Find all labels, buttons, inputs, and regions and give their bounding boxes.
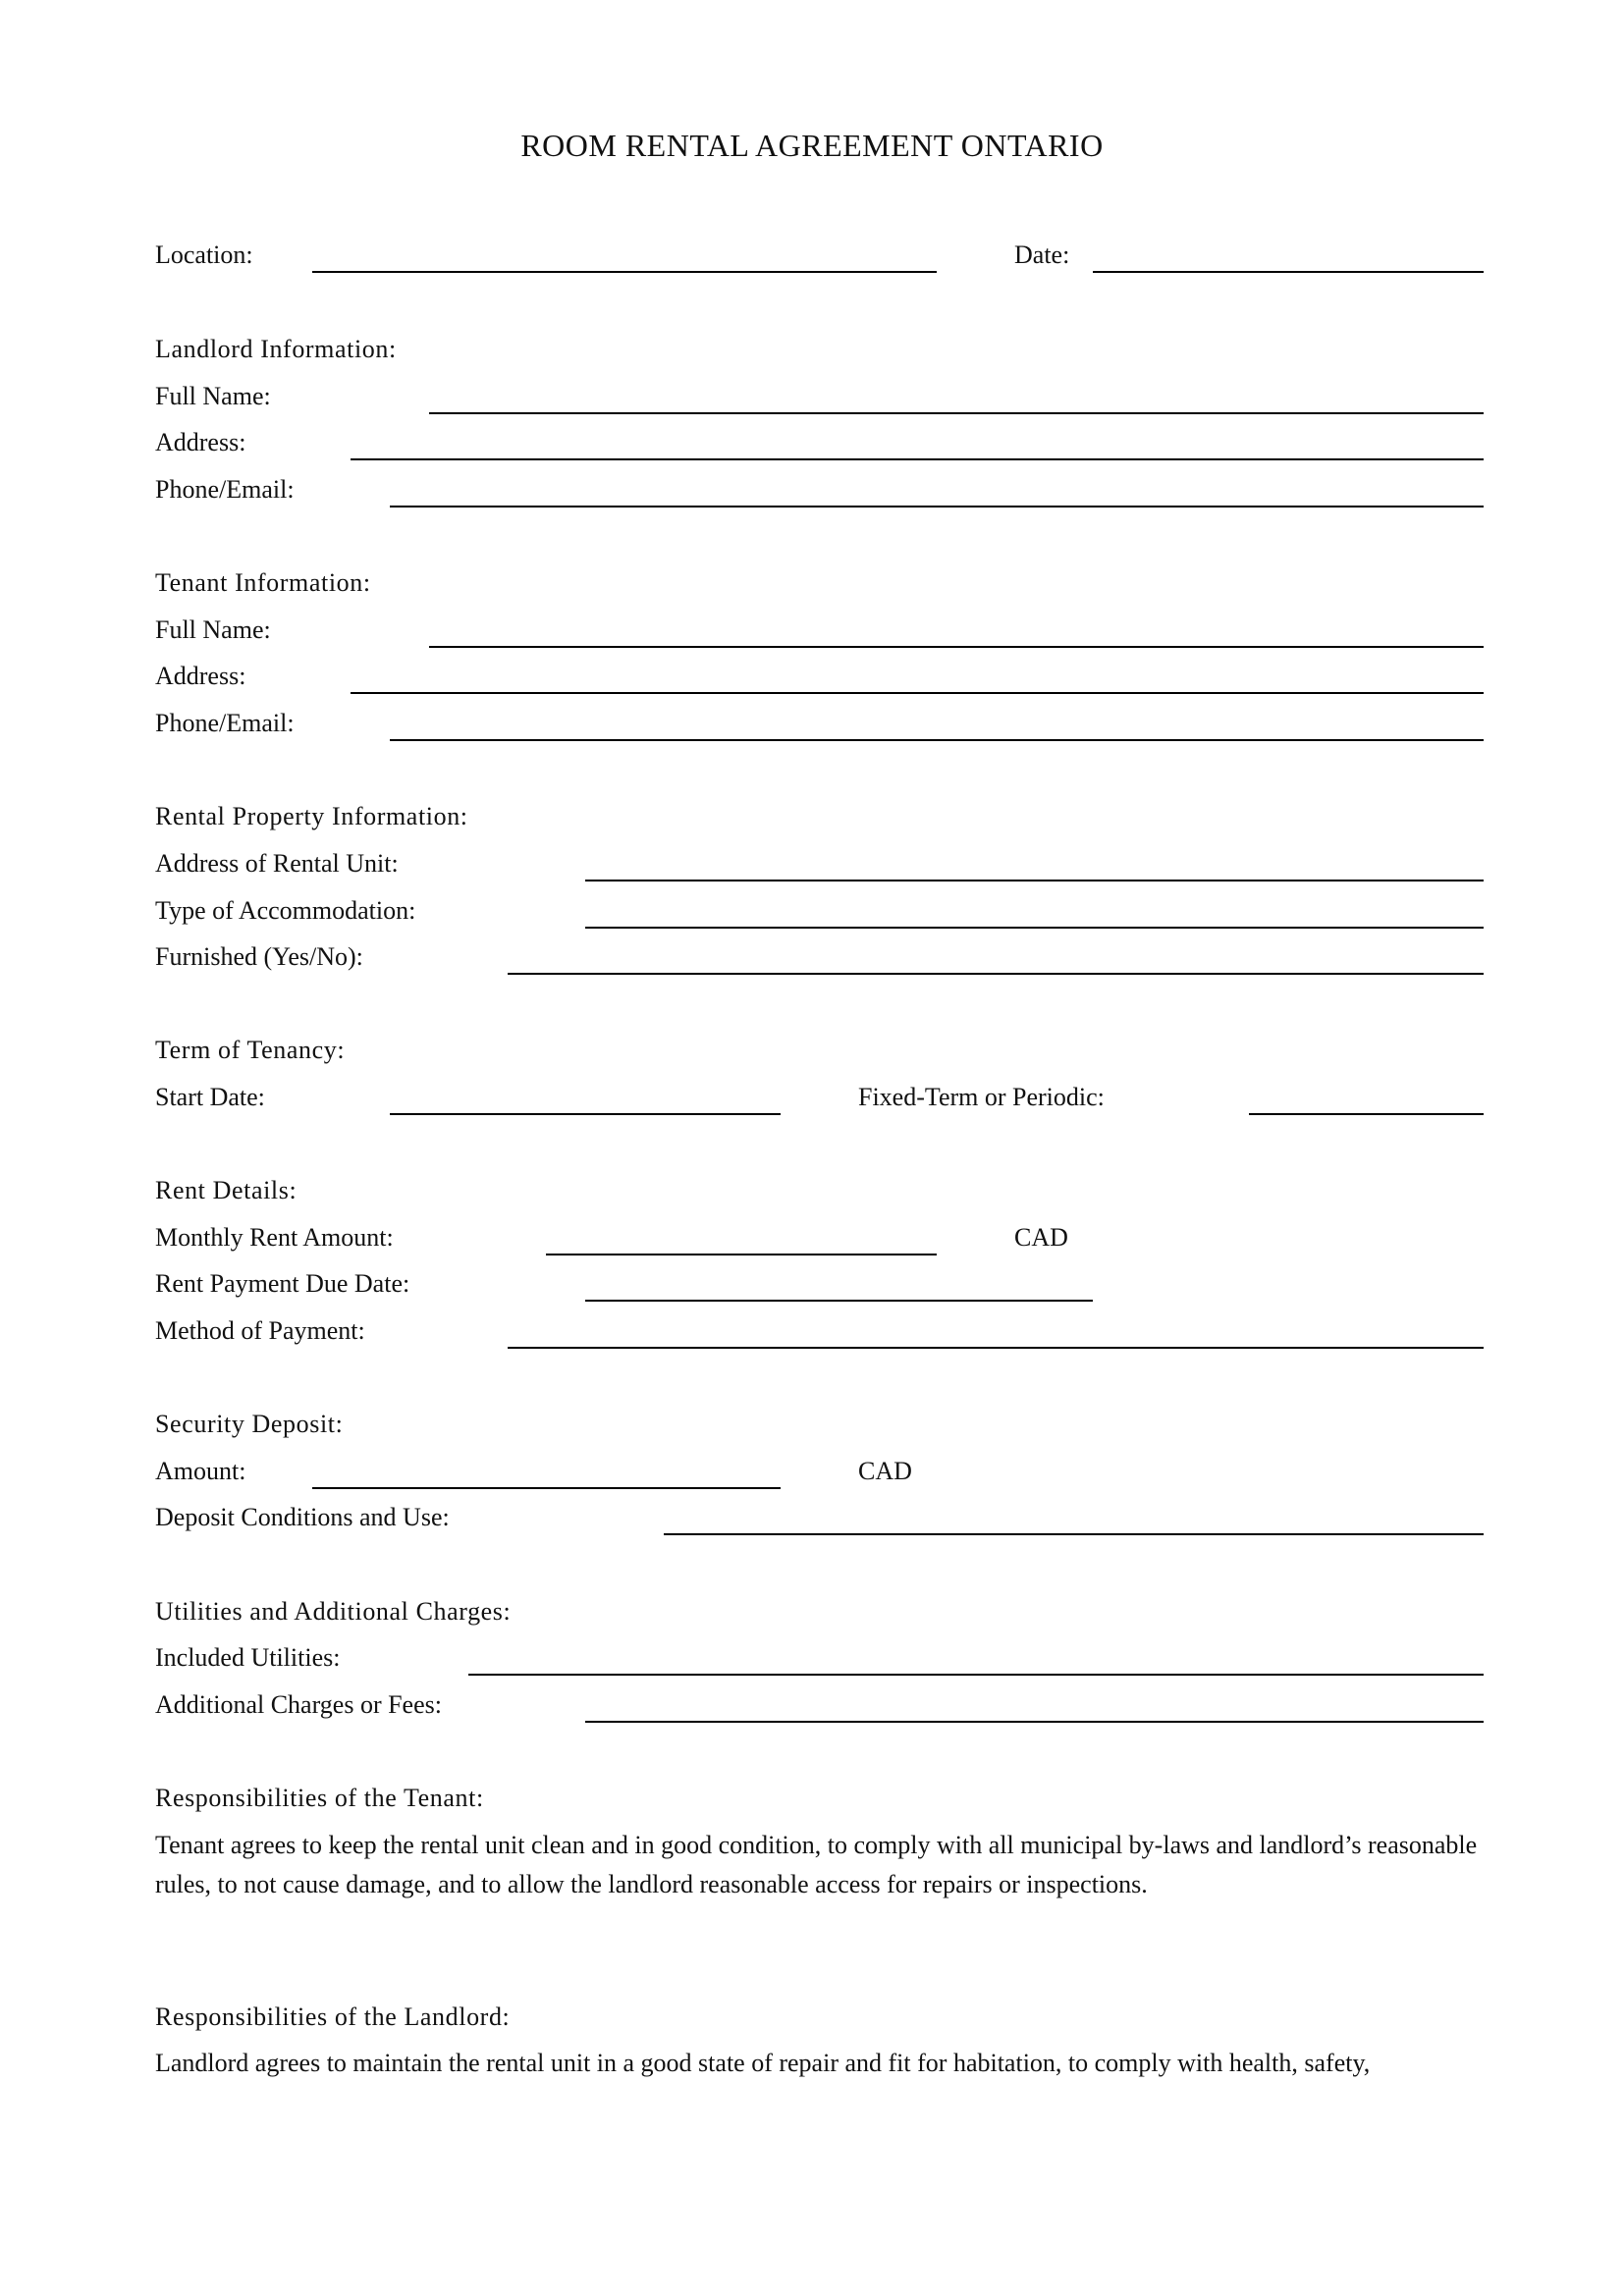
monthly-rent-field[interactable]: [546, 1254, 937, 1255]
accommodation-type-label: Type of Accommodation:: [155, 896, 416, 925]
property-heading: Rental Property Information:: [155, 802, 468, 830]
location-field[interactable]: [312, 271, 937, 273]
furnished-label: Furnished (Yes/No):: [155, 942, 363, 971]
tenant-address-label: Address:: [155, 662, 246, 690]
landlord-responsibilities-heading: Responsibilities of the Landlord:: [155, 2002, 511, 2031]
monthly-rent-label: Monthly Rent Amount:: [155, 1223, 394, 1252]
accommodation-type-field[interactable]: [585, 927, 1484, 929]
landlord-phone-email-label: Phone/Email:: [155, 475, 295, 504]
tenant-address-field[interactable]: [351, 692, 1484, 694]
date-field[interactable]: [1093, 271, 1484, 273]
landlord-address-label: Address:: [155, 428, 246, 456]
tenant-responsibilities-text: Tenant agrees to keep the rental unit clean and in good condition, to comply with all municipal by-laws and landlord’s reasonable rules, to not cause damage, and to allow the landlord reasonable access for repairs or inspections.: [155, 1831, 1478, 1898]
property-address-label: Address of Rental Unit:: [155, 849, 399, 878]
tenant-phone-email-field[interactable]: [390, 739, 1484, 741]
tenancy-type-field[interactable]: [1249, 1113, 1484, 1115]
document-title: ROOM RENTAL AGREEMENT ONTARIO: [520, 128, 1104, 163]
tenant-heading: Tenant Information:: [155, 568, 371, 597]
payment-method-label: Method of Payment:: [155, 1316, 365, 1345]
rent-due-date-field[interactable]: [585, 1300, 1093, 1302]
landlord-full-name-label: Full Name:: [155, 382, 271, 410]
tenancy-type-label: Fixed-Term or Periodic:: [858, 1083, 1105, 1111]
deposit-amount-label: Amount:: [155, 1457, 246, 1485]
tenant-responsibilities-heading: Responsibilities of the Tenant:: [155, 1784, 484, 1812]
deposit-conditions-label: Deposit Conditions and Use:: [155, 1503, 450, 1531]
location-label: Location:: [155, 240, 253, 269]
landlord-heading: Landlord Information:: [155, 335, 397, 363]
term-heading: Term of Tenancy:: [155, 1036, 346, 1064]
property-address-field[interactable]: [585, 880, 1484, 881]
additional-charges-label: Additional Charges or Fees:: [155, 1690, 442, 1719]
rent-due-date-label: Rent Payment Due Date:: [155, 1269, 410, 1298]
date-label: Date:: [1014, 240, 1070, 269]
tenant-full-name-label: Full Name:: [155, 615, 271, 644]
payment-method-field[interactable]: [508, 1347, 1484, 1349]
rent-currency: CAD: [1014, 1223, 1068, 1252]
deposit-heading: Security Deposit:: [155, 1410, 344, 1438]
rent-heading: Rent Details:: [155, 1176, 298, 1204]
additional-charges-field[interactable]: [585, 1721, 1484, 1723]
tenant-full-name-field[interactable]: [429, 646, 1484, 648]
start-date-label: Start Date:: [155, 1083, 265, 1111]
included-utilities-label: Included Utilities:: [155, 1643, 341, 1672]
landlord-address-field[interactable]: [351, 458, 1484, 460]
furnished-field[interactable]: [508, 973, 1484, 975]
landlord-responsibilities-text: Landlord agrees to maintain the rental unit in a good state of repair and fit for habitation, to comply with health, safety,: [155, 2049, 1371, 2077]
landlord-full-name-field[interactable]: [429, 412, 1484, 414]
included-utilities-field[interactable]: [468, 1674, 1484, 1676]
tenant-phone-email-label: Phone/Email:: [155, 709, 295, 737]
deposit-conditions-field[interactable]: [664, 1533, 1484, 1535]
landlord-phone-email-field[interactable]: [390, 506, 1484, 507]
deposit-currency: CAD: [858, 1457, 912, 1485]
deposit-amount-field[interactable]: [312, 1487, 781, 1489]
utilities-heading: Utilities and Additional Charges:: [155, 1597, 512, 1626]
start-date-field[interactable]: [390, 1113, 781, 1115]
